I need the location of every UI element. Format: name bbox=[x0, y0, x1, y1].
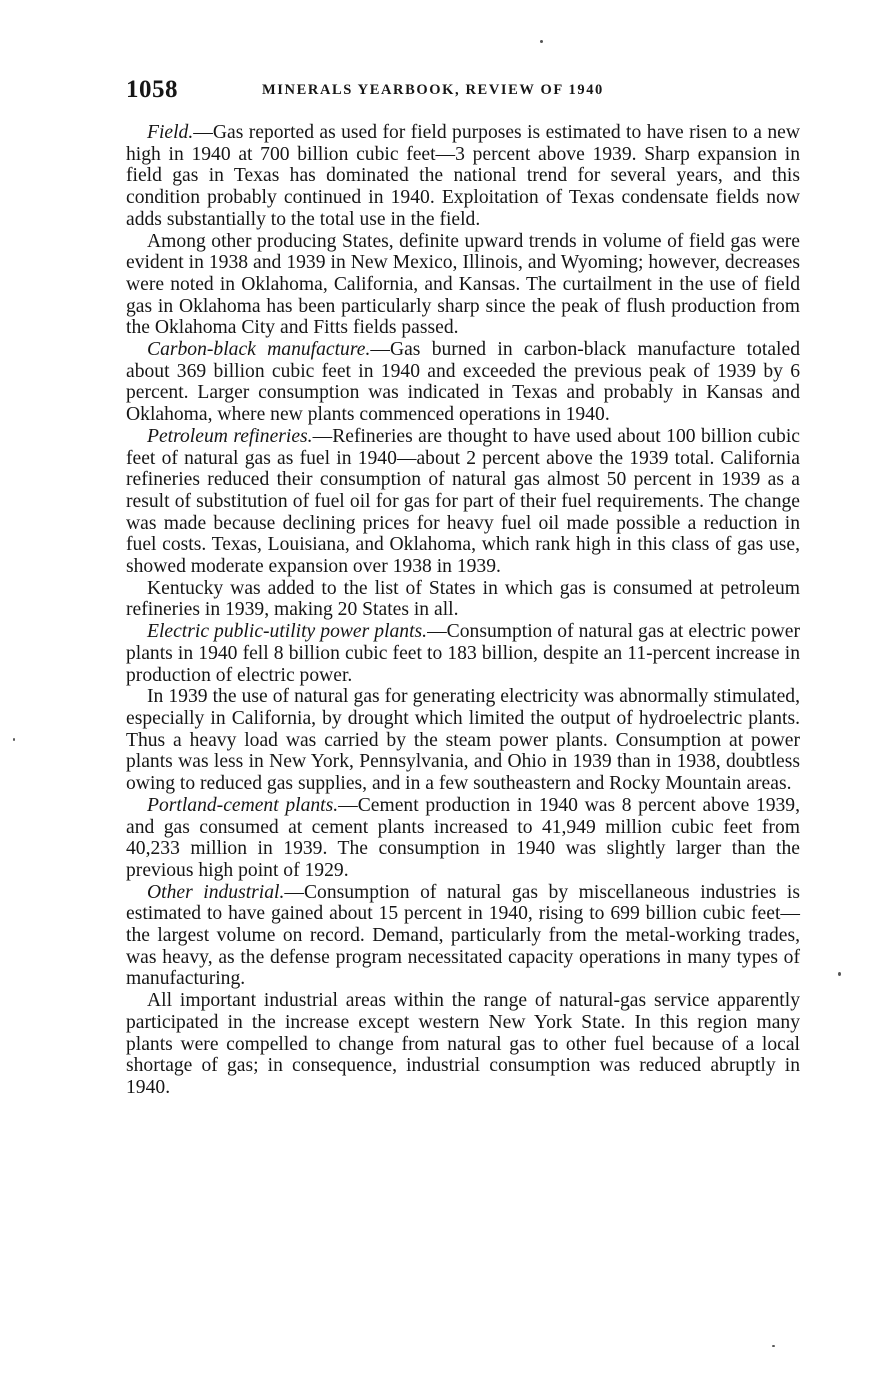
paragraph-petroleum-refineries bbox=[126, 426, 800, 578]
paragraph-other-producing-states bbox=[126, 231, 800, 340]
paragraph-text: All important industrial areas within the range of natural-gas service apparently participated in the increase except western New York State. In this region many plants were compelled to change from natural gas to other fuel because of a local shortage of gas; in consequence, industrial consumption was reduced abruptly in 1940. bbox=[126, 990, 800, 1098]
paragraph-lead: Petroleum refineries. bbox=[147, 425, 313, 447]
scan-speck bbox=[540, 40, 543, 43]
page-number: 1058 bbox=[126, 76, 178, 103]
paragraph-industrial-areas bbox=[126, 990, 800, 1099]
paragraph-electric-power-plants bbox=[126, 621, 800, 686]
paragraph-text: —Refineries are thought to have used about 100 billion cubic feet of natural gas as fuel in 1940—about 2 percent above the 1939 total. California refineries reduced their consumption of natural gas almost 50 percent in 1939 as a result of substitution of fuel oil for gas for part of their fuel requirements. The change was made because declining prices for heavy fuel oil made possible a reduction in fuel costs. Texas, Louisiana, and Oklahoma, which rank high in this class of gas use, showed moderate expansion over 1938 in 1939. bbox=[126, 425, 800, 578]
paragraph-lead: Portland-cement plants. bbox=[147, 794, 339, 816]
paragraph-text: —Gas burned in carbon-black manufacture totaled about 369 billion cubic feet in 1940 and exceeded the previous peak of 1939 by 6 percent. Larger consumption was indicated in Texas and probably in Kansas and Oklahoma, where new plants commenced operations in 1940. bbox=[126, 339, 800, 426]
paragraph-field bbox=[126, 122, 800, 231]
running-title: MINERALS YEARBOOK, REVIEW OF 1940 bbox=[262, 82, 604, 98]
paragraph-text: —Consumption of natural gas at electric power plants in 1940 fell 8 billion cubic feet to 183 billion, despite an 11-percent increase in production of electric power. bbox=[126, 621, 800, 686]
page-header bbox=[126, 76, 806, 106]
scan-speck bbox=[772, 1345, 775, 1347]
paragraph-kentucky bbox=[126, 578, 800, 621]
paragraph-lead: Other industrial. bbox=[147, 881, 285, 903]
paragraph-lead: Carbon-black manufacture. bbox=[147, 339, 371, 361]
body-text bbox=[126, 122, 800, 1099]
scan-speck bbox=[838, 972, 841, 976]
paragraph-lead: Electric public-utility power plants. bbox=[147, 621, 428, 643]
paragraph-1939-electricity bbox=[126, 686, 800, 795]
paragraph-text: Kentucky was added to the list of States in which gas is consumed at petroleum refineries in 1939, making 20 States in all. bbox=[126, 577, 800, 621]
paragraph-lead: Field. bbox=[147, 122, 194, 143]
paragraph-text: —Consumption of natural gas by miscellaneous industries is estimated to have gained about 15 percent in 1940, rising to 699 billion cubic feet—the largest volume on record. Demand, particularly from the metal-working trades, was heavy, as the defense program necessitated capacity operations in many types of manufacturing. bbox=[126, 881, 800, 990]
paragraph-carbon-black bbox=[126, 339, 800, 426]
paragraph-text: Among other producing States, definite upward trends in volume of field gas were evident in 1938 and 1939 in New Mexico, Illinois, and Wyoming; however, decreases were noted in Oklahoma, California, and Kansas. The curtailment in the use of field gas in Oklahoma has been particularly sharp since the peak of flush production from the Oklahoma City and Fitts fields passed. bbox=[126, 230, 800, 339]
paragraph-text: In 1939 the use of natural gas for generating electricity was abnormally stimulated, especially in California, by drought which limited the output of hydroelectric plants. Thus a heavy load was carried by the steam power plants. Consumption at power plants was less in New York, Pennsylvania, and Ohio in 1939 than in 1938, doubtless owing to reduced gas supplies, and in a few southeastern and Rocky Mountain areas. bbox=[126, 686, 800, 795]
paragraph-text: —Gas reported as used for field purposes is estimated to have risen to a new high in 1940 at 700 billion cubic feet—3 percent above 1939. Sharp expansion in field gas in Texas has dominated the national trend for several years, and this condition probably continued in 1940. Exploitation of Texas condensate fields now adds substantially to the total use in the field. bbox=[126, 122, 800, 230]
paragraph-text: —Cement production in 1940 was 8 percent above 1939, and gas consumed at cement plants increased to 41,949 million cubic feet from 40,233 million in 1939. The consumption in 1940 was slightly larger than the previous high point of 1929. bbox=[126, 794, 801, 881]
scan-speck bbox=[13, 738, 15, 741]
paragraph-portland-cement bbox=[126, 795, 800, 882]
paragraph-other-industrial bbox=[126, 882, 800, 991]
